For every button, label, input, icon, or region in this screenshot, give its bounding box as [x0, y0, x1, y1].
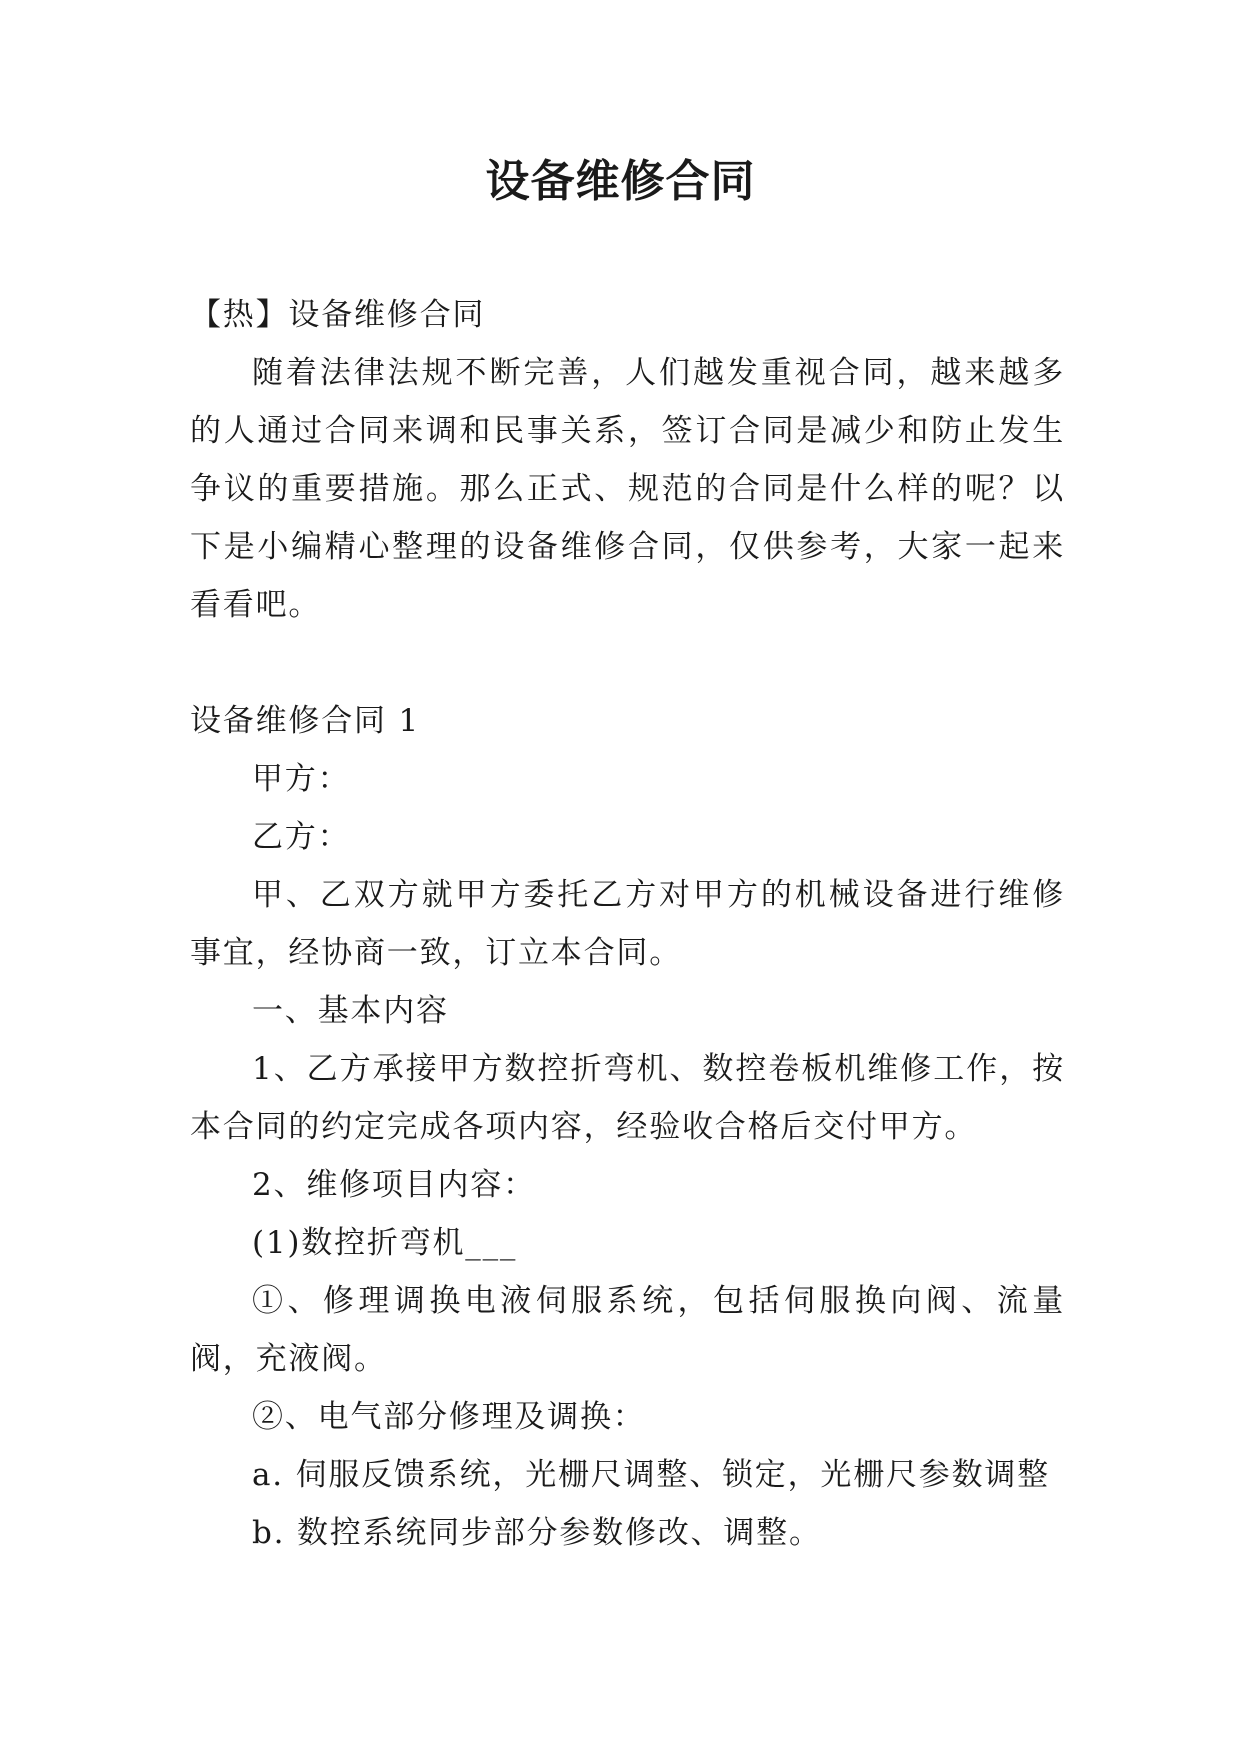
item-1: (1)数控折弯机___ — [252, 1225, 518, 1261]
contract-heading: 设备维修合同 1 — [190, 703, 420, 739]
document-body — [190, 286, 1065, 1562]
item-1-sub-1: ①、修理调换电液伺服系统，包括伺服换向阀、流量阀，充液阀。 — [190, 1283, 1065, 1377]
intro-heading: 【热】设备维修合同 — [190, 297, 486, 333]
item-1-sub-2: ②、电气部分修理及调换： — [252, 1399, 646, 1435]
clause-2: 2、维修项目内容： — [252, 1167, 536, 1203]
party-b-line: 乙方： — [252, 819, 351, 855]
clause-1: 1、乙方承接甲方数控折弯机、数控卷板机维修工作，按本合同的约定完成各项内容，经验收合格后交付甲方。 — [190, 1051, 1065, 1145]
intro-paragraph: 随着法律法规不断完善，人们越发重视合同，越来越多的人通过合同来调和民事关系，签订合同是减少和防止发生争议的重要措施。那么正式、规范的合同是什么样的呢？以下是小编精心整理的设备维修合同，仅供参考，大家一起来看看吧。 — [190, 355, 1065, 623]
section-heading-basic: 一、基本内容 — [252, 993, 449, 1029]
item-1-sub-2-a: a. 伺服反馈系统，光栅尺调整、锁定，光栅尺参数调整 — [252, 1457, 1050, 1493]
item-1-sub-2-b: b. 数控系统同步部分参数修改、调整。 — [252, 1515, 822, 1551]
document-title: 设备维修合同 — [485, 156, 756, 207]
paragraph-gap — [190, 634, 1065, 692]
agreement-paragraph: 甲、乙双方就甲方委托乙方对甲方的机械设备进行维修事宜，经协商一致，订立本合同。 — [190, 877, 1065, 971]
party-a-line: 甲方： — [252, 761, 351, 797]
